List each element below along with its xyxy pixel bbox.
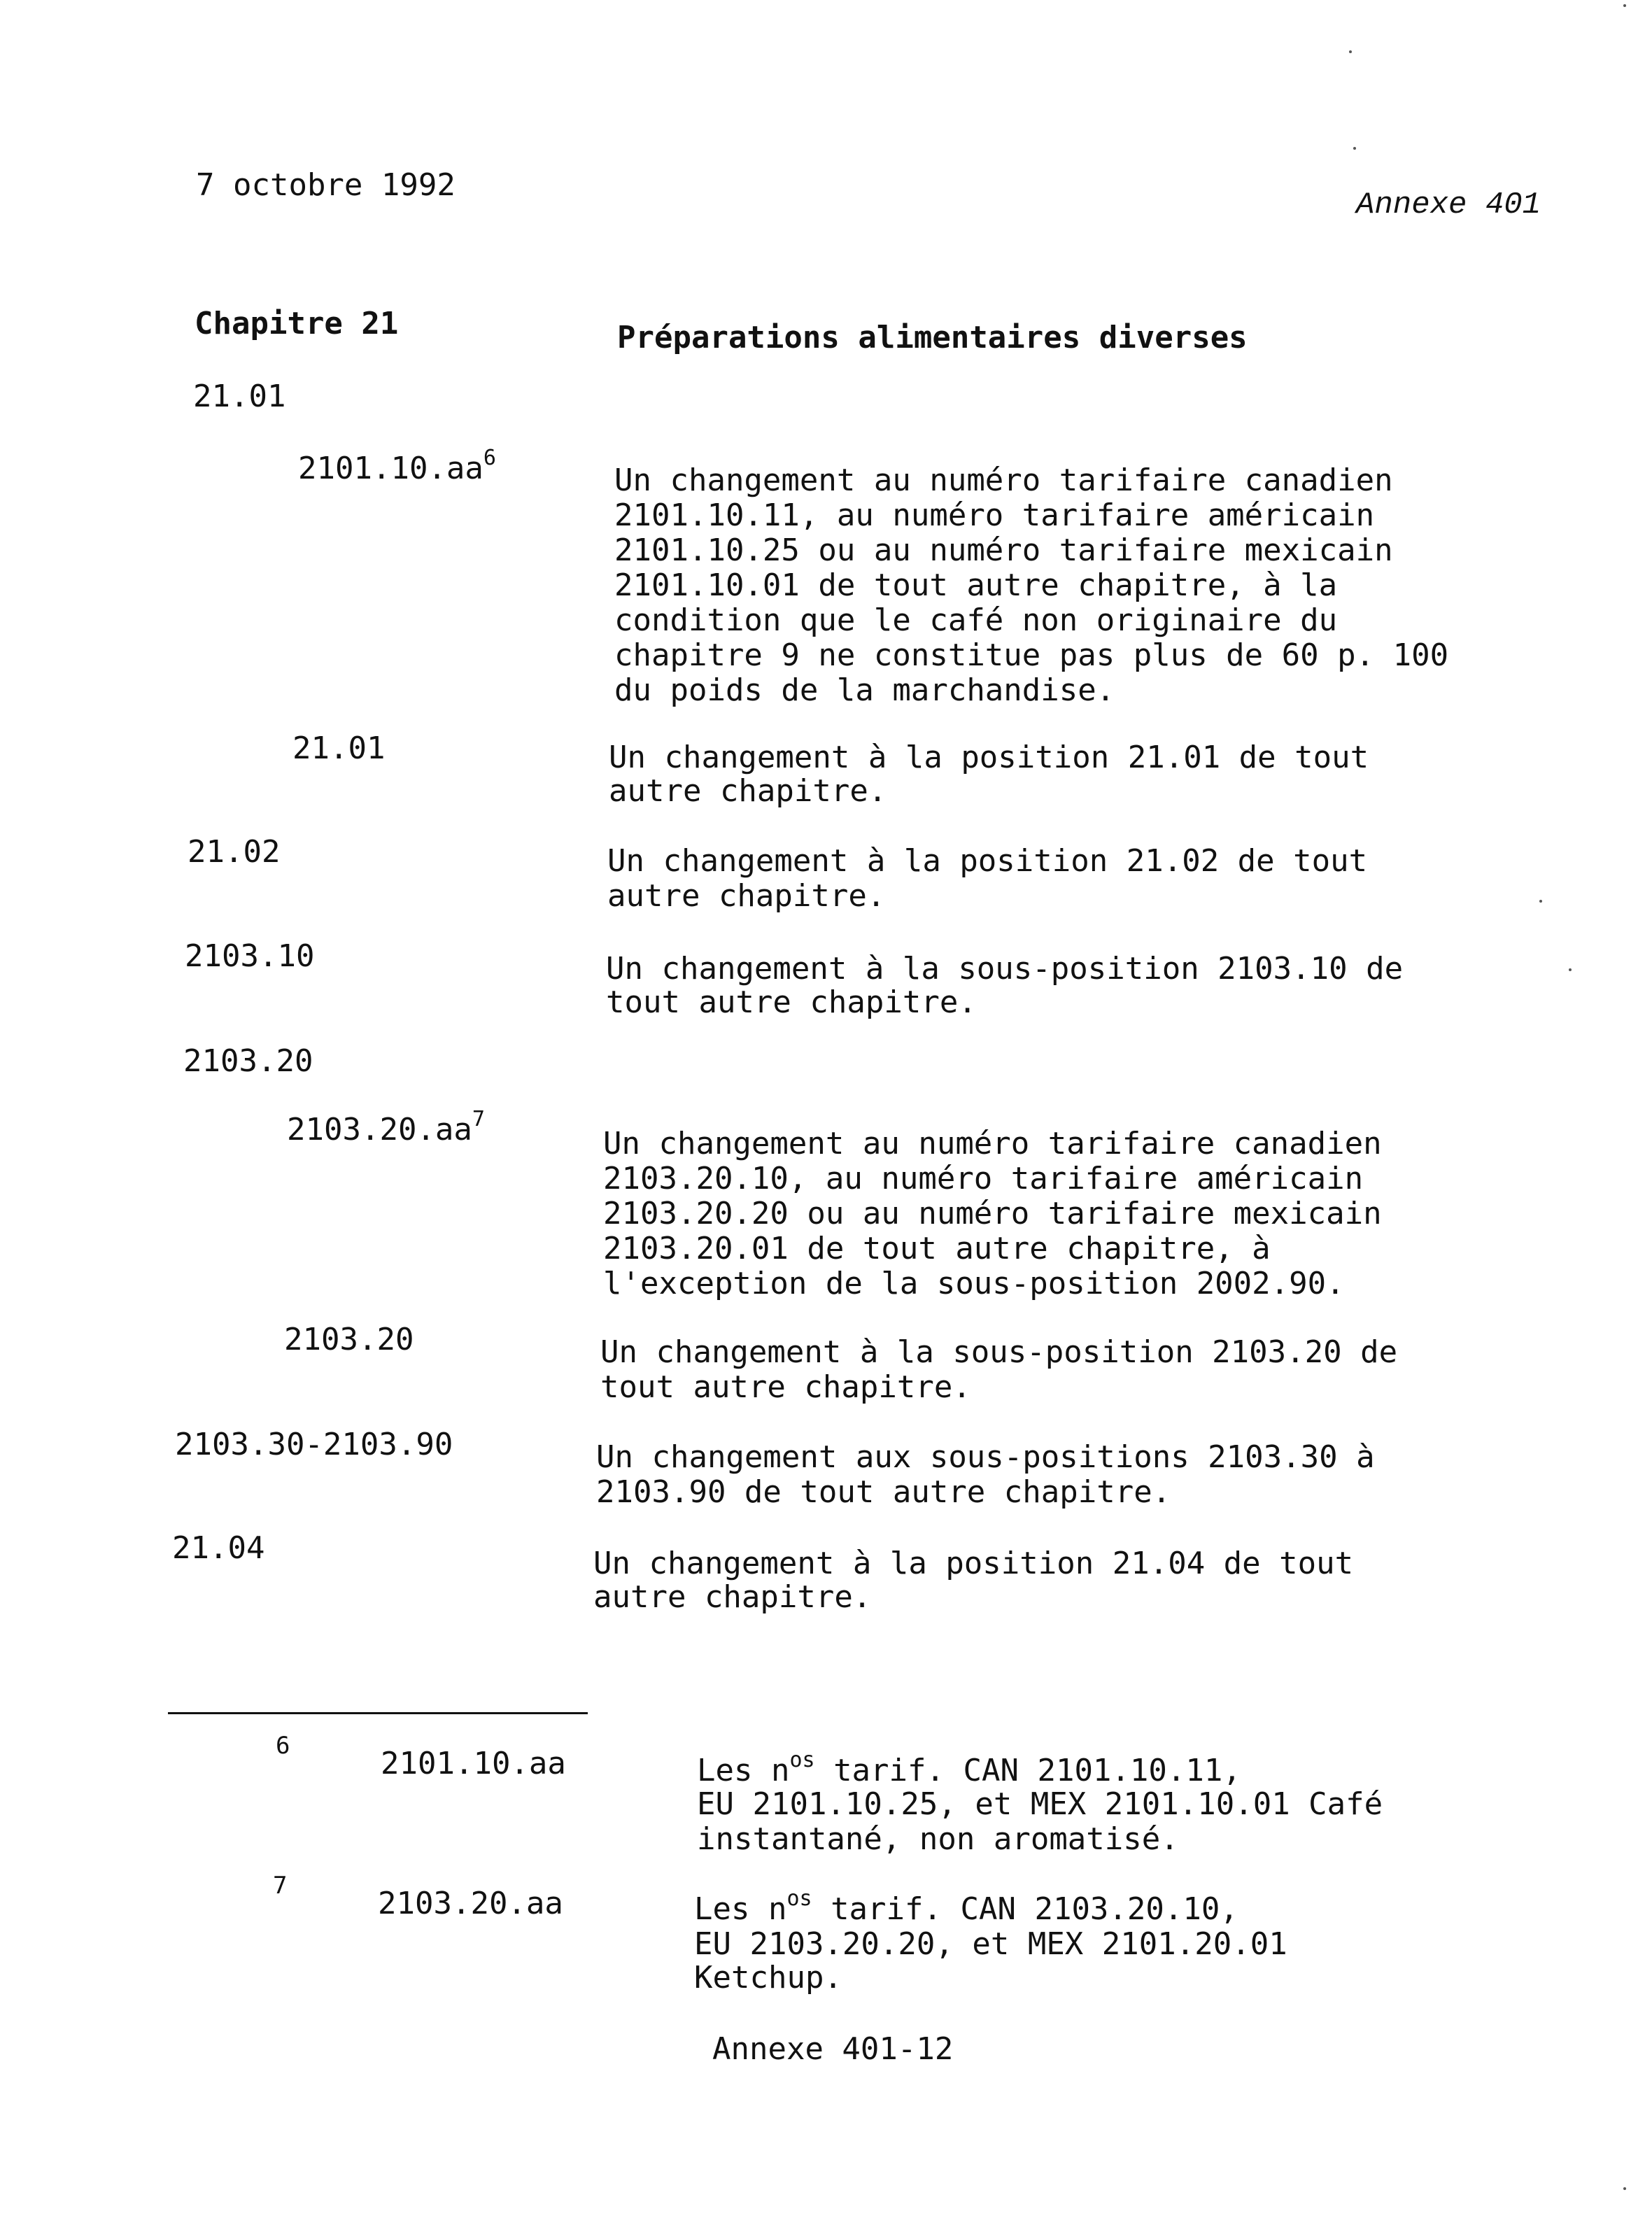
rule-line: Un changement au numéro tarifaire canadien [603, 1126, 1382, 1161]
chapter-title: Préparations alimentaires diverses [617, 320, 1248, 355]
rule-line: Un changement à la position 21.04 de tout [593, 1546, 1354, 1581]
heading-code: 2103.30-2103.90 [175, 1427, 453, 1462]
rule-line: 2103.20.01 de tout autre chapitre, à [603, 1231, 1271, 1266]
scan-speck [1569, 968, 1572, 971]
footnote-line: EU 2101.10.25, et MEX 2101.10.01 Café [697, 1786, 1383, 1822]
footnote-number: 6 [276, 1732, 290, 1760]
heading-code: 2103.10 [185, 938, 315, 974]
rule-line: Un changement à la sous-position 2103.20 de [600, 1334, 1398, 1370]
rule-line: l'exception de la sous-position 2002.90. [603, 1266, 1345, 1301]
footnote-superscript: os [789, 1748, 815, 1773]
rule-line: du poids de la marchandise. [614, 672, 1115, 708]
footnote-line [697, 1748, 1241, 1788]
footnote-text: tarif. CAN 2101.10.11, [814, 1753, 1241, 1788]
heading-code: 21.04 [172, 1530, 265, 1566]
rule-line: Un changement au numéro tarifaire canadien [614, 462, 1393, 498]
footnote-text: Les n [697, 1753, 790, 1788]
rule-line: 2101.10.01 de tout autre chapitre, à la [614, 567, 1338, 603]
heading-code: 21.02 [188, 834, 281, 870]
rule-line: 2101.10.25 ou au numéro tarifaire mexicain [614, 532, 1393, 568]
footnote-number: 7 [273, 1872, 288, 1900]
rule-line: 2103.90 de tout autre chapitre. [596, 1474, 1171, 1510]
rule-line: Un changement aux sous-positions 2103.30 à [596, 1439, 1375, 1475]
footnote-text: Les n [694, 1891, 787, 1927]
heading-code: 21.01 [193, 379, 286, 414]
footnote-line: EU 2103.20.20, et MEX 2101.20.01 [694, 1926, 1287, 1962]
scan-speck [1349, 50, 1352, 53]
rule-line: chapitre 9 ne constitue pas plus de 60 p. 100 [614, 637, 1449, 673]
tariff-code [298, 446, 496, 486]
annex-label: Annexe 401 [1356, 188, 1541, 223]
scan-speck [1623, 4, 1626, 7]
chapter-label: Chapitre 21 [195, 306, 399, 341]
footnote-code: 2103.20.aa [378, 1886, 563, 1921]
rule-line: 2103.20.20 ou au numéro tarifaire mexicain [603, 1196, 1382, 1231]
rule-line: tout autre chapitre. [600, 1369, 971, 1405]
footnote-line: instantané, non aromatisé. [697, 1821, 1179, 1857]
rule-line: Un changement à la position 21.01 de tout [609, 740, 1369, 775]
tariff-code-text: 2103.20.aa [287, 1112, 472, 1147]
footnote-marker: 6 [483, 446, 496, 471]
rule-line: autre chapitre. [607, 878, 886, 914]
heading-code: 2103.20 [183, 1043, 313, 1079]
rule-line: autre chapitre. [593, 1579, 872, 1615]
rule-line: Un changement à la sous-position 2103.10 de [606, 951, 1404, 987]
page-number: Annexe 401-12 [712, 2031, 954, 2067]
footnote-marker: 7 [472, 1107, 485, 1132]
tariff-code-text: 2101.10.aa [298, 451, 483, 486]
footnote-text: tarif. CAN 2103.20.10, [812, 1891, 1238, 1927]
footnote-separator [168, 1712, 588, 1714]
footnote-superscript: os [786, 1886, 812, 1912]
rule-line: tout autre chapitre. [606, 984, 977, 1020]
tariff-code: 21.01 [292, 730, 386, 766]
tariff-code: 2103.20 [284, 1322, 414, 1357]
rule-line: condition que le café non originaire du [614, 602, 1338, 638]
rule-line: Un changement à la position 21.02 de tout [607, 843, 1368, 879]
rule-line: autre chapitre. [609, 773, 887, 809]
scan-speck [1539, 900, 1542, 903]
rule-line: 2103.20.10, au numéro tarifaire américain [603, 1161, 1364, 1196]
scan-speck [1353, 147, 1356, 150]
footnote-line [694, 1886, 1238, 1927]
rule-line: 2101.10.11, au numéro tarifaire américain [614, 497, 1375, 533]
document-date: 7 octobre 1992 [196, 167, 456, 203]
scan-speck [1623, 2187, 1626, 2190]
footnote-code: 2101.10.aa [381, 1746, 566, 1781]
tariff-code [287, 1107, 485, 1147]
footnote-line: Ketchup. [694, 1960, 842, 1996]
